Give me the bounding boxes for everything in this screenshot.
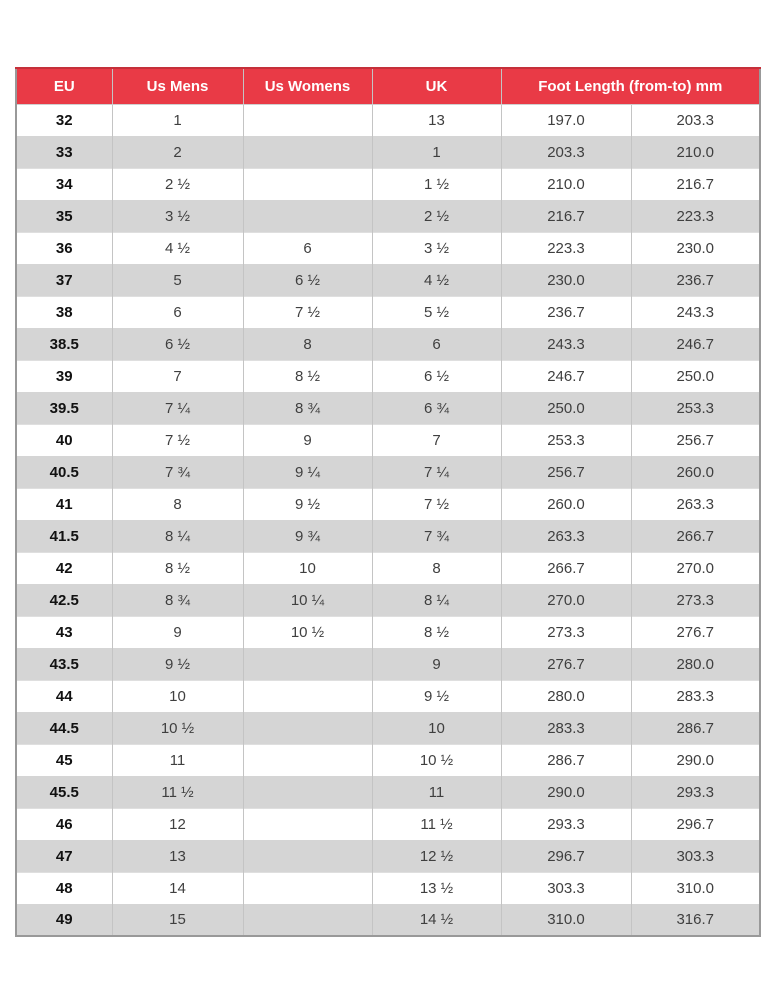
table-cell: 3 ½ [112, 200, 243, 232]
table-cell: 283.3 [501, 712, 631, 744]
size-conversion-table [15, 67, 761, 937]
eu-size-cell: 42.5 [16, 584, 112, 616]
table-cell: 273.3 [501, 616, 631, 648]
table-cell: 223.3 [501, 232, 631, 264]
eu-size-cell: 43 [16, 616, 112, 648]
table-cell [243, 648, 372, 680]
table-cell: 14 ½ [372, 904, 501, 936]
eu-size-cell: 49 [16, 904, 112, 936]
table-cell: 7 [112, 360, 243, 392]
table-cell: 316.7 [631, 904, 760, 936]
table-cell: 8 ½ [112, 552, 243, 584]
table-row [16, 264, 760, 296]
table-cell: 2 [112, 136, 243, 168]
table-cell: 310.0 [501, 904, 631, 936]
table-cell: 276.7 [501, 648, 631, 680]
table-cell: 6 ½ [112, 328, 243, 360]
table-cell [243, 808, 372, 840]
table-row [16, 520, 760, 552]
table-row [16, 776, 760, 808]
table-cell: 2 ½ [112, 168, 243, 200]
table-cell [243, 136, 372, 168]
table-cell: 203.3 [631, 104, 760, 136]
table-cell: 13 ½ [372, 872, 501, 904]
column-header-us-womens: Us Womens [243, 68, 372, 104]
table-cell [243, 872, 372, 904]
table-cell: 12 [112, 808, 243, 840]
table-cell: 210.0 [501, 168, 631, 200]
table-cell: 6 [112, 296, 243, 328]
table-cell: 13 [112, 840, 243, 872]
table-cell: 11 [372, 776, 501, 808]
table-cell: 9 [112, 616, 243, 648]
table-row [16, 648, 760, 680]
eu-size-cell: 33 [16, 136, 112, 168]
eu-size-cell: 41.5 [16, 520, 112, 552]
table-cell [243, 840, 372, 872]
table-row [16, 840, 760, 872]
table-cell: 3 ½ [372, 232, 501, 264]
table-cell: 286.7 [631, 712, 760, 744]
table-cell: 9 ½ [372, 680, 501, 712]
table-cell: 4 ½ [372, 264, 501, 296]
table-cell: 280.0 [631, 648, 760, 680]
table-cell: 7 ½ [372, 488, 501, 520]
table-cell: 6 [372, 328, 501, 360]
table-cell: 8 [112, 488, 243, 520]
table-row [16, 584, 760, 616]
table-row [16, 872, 760, 904]
table-cell: 6 [243, 232, 372, 264]
table-cell: 6 ½ [372, 360, 501, 392]
table-cell [243, 200, 372, 232]
table-cell [243, 168, 372, 200]
eu-size-cell: 38 [16, 296, 112, 328]
table-cell: 303.3 [631, 840, 760, 872]
table-cell: 8 ½ [372, 616, 501, 648]
eu-size-cell: 47 [16, 840, 112, 872]
table-cell: 253.3 [631, 392, 760, 424]
table-cell: 10 [243, 552, 372, 584]
table-cell: 11 ½ [112, 776, 243, 808]
table-row [16, 712, 760, 744]
table-cell [243, 904, 372, 936]
table-cell: 293.3 [501, 808, 631, 840]
table-row [16, 616, 760, 648]
table-cell: 210.0 [631, 136, 760, 168]
table-row [16, 744, 760, 776]
table-cell: 9 ½ [112, 648, 243, 680]
table-cell: 243.3 [501, 328, 631, 360]
table-cell: 9 ¾ [243, 520, 372, 552]
table-cell: 296.7 [631, 808, 760, 840]
table-row [16, 168, 760, 200]
table-cell: 8 ¼ [112, 520, 243, 552]
table-cell: 290.0 [501, 776, 631, 808]
table-cell: 266.7 [501, 552, 631, 584]
table-cell: 6 ¾ [372, 392, 501, 424]
table-cell: 10 [372, 712, 501, 744]
table-cell: 270.0 [501, 584, 631, 616]
table-cell: 8 ¾ [112, 584, 243, 616]
table-row [16, 392, 760, 424]
table-cell: 223.3 [631, 200, 760, 232]
table-row [16, 232, 760, 264]
table-row [16, 200, 760, 232]
table-cell: 293.3 [631, 776, 760, 808]
table-cell: 303.3 [501, 872, 631, 904]
table-cell [243, 104, 372, 136]
column-header-uk: UK [372, 68, 501, 104]
table-row [16, 904, 760, 936]
eu-size-cell: 44 [16, 680, 112, 712]
table-cell: 216.7 [501, 200, 631, 232]
table-cell: 9 [372, 648, 501, 680]
table-cell: 5 ½ [372, 296, 501, 328]
table-row [16, 488, 760, 520]
table-cell: 263.3 [501, 520, 631, 552]
table-cell: 286.7 [501, 744, 631, 776]
table-cell: 230.0 [631, 232, 760, 264]
table-cell: 7 ½ [112, 424, 243, 456]
table-cell: 12 ½ [372, 840, 501, 872]
table-cell: 9 ¼ [243, 456, 372, 488]
table-row [16, 680, 760, 712]
table-cell: 7 ¼ [372, 456, 501, 488]
column-header-us-mens: Us Mens [112, 68, 243, 104]
table-cell: 250.0 [501, 392, 631, 424]
table-cell: 260.0 [631, 456, 760, 488]
eu-size-cell: 48 [16, 872, 112, 904]
table-row [16, 808, 760, 840]
eu-size-cell: 42 [16, 552, 112, 584]
table-cell: 9 ½ [243, 488, 372, 520]
table-cell: 236.7 [501, 296, 631, 328]
table-cell: 253.3 [501, 424, 631, 456]
table-row [16, 328, 760, 360]
table-cell: 216.7 [631, 168, 760, 200]
table-cell: 5 [112, 264, 243, 296]
eu-size-cell: 44.5 [16, 712, 112, 744]
table-cell: 7 ¾ [112, 456, 243, 488]
eu-size-cell: 45 [16, 744, 112, 776]
eu-size-cell: 32 [16, 104, 112, 136]
table-cell: 8 ¾ [243, 392, 372, 424]
eu-size-cell: 40 [16, 424, 112, 456]
table-cell [243, 744, 372, 776]
table-cell: 256.7 [501, 456, 631, 488]
table-cell: 10 ½ [243, 616, 372, 648]
table-cell: 230.0 [501, 264, 631, 296]
table-cell: 236.7 [631, 264, 760, 296]
table-cell: 197.0 [501, 104, 631, 136]
table-cell: 273.3 [631, 584, 760, 616]
table-cell: 11 ½ [372, 808, 501, 840]
column-header-foot-length-from-to-mm: Foot Length (from-to) mm [501, 68, 760, 104]
table-cell: 263.3 [631, 488, 760, 520]
table-cell: 276.7 [631, 616, 760, 648]
table-row [16, 296, 760, 328]
table-cell: 246.7 [501, 360, 631, 392]
column-header-eu: EU [16, 68, 112, 104]
table-cell: 250.0 [631, 360, 760, 392]
eu-size-cell: 38.5 [16, 328, 112, 360]
table-cell: 11 [112, 744, 243, 776]
table-cell: 13 [372, 104, 501, 136]
table-cell: 8 ¼ [372, 584, 501, 616]
table-cell: 1 [112, 104, 243, 136]
table-cell: 10 ¼ [243, 584, 372, 616]
table-cell: 10 ½ [372, 744, 501, 776]
table-cell: 246.7 [631, 328, 760, 360]
eu-size-cell: 39.5 [16, 392, 112, 424]
table-cell: 2 ½ [372, 200, 501, 232]
header-row [16, 68, 760, 104]
eu-size-cell: 40.5 [16, 456, 112, 488]
table-cell: 7 ½ [243, 296, 372, 328]
table-row [16, 360, 760, 392]
table-cell: 270.0 [631, 552, 760, 584]
table-cell: 283.3 [631, 680, 760, 712]
table-row [16, 456, 760, 488]
table-cell: 7 [372, 424, 501, 456]
table-cell: 10 ½ [112, 712, 243, 744]
table-cell: 9 [243, 424, 372, 456]
table-cell: 256.7 [631, 424, 760, 456]
table-cell: 280.0 [501, 680, 631, 712]
table-cell: 1 ½ [372, 168, 501, 200]
eu-size-cell: 34 [16, 168, 112, 200]
table-row [16, 552, 760, 584]
table-cell [243, 776, 372, 808]
table-cell: 14 [112, 872, 243, 904]
table-cell [243, 680, 372, 712]
table-cell: 6 ½ [243, 264, 372, 296]
table-cell: 4 ½ [112, 232, 243, 264]
table-cell: 290.0 [631, 744, 760, 776]
eu-size-cell: 35 [16, 200, 112, 232]
eu-size-cell: 46 [16, 808, 112, 840]
table-cell: 10 [112, 680, 243, 712]
table-header [16, 68, 760, 104]
table-cell: 7 ¾ [372, 520, 501, 552]
table-cell: 8 ½ [243, 360, 372, 392]
table-cell: 260.0 [501, 488, 631, 520]
table-cell: 296.7 [501, 840, 631, 872]
table-body [16, 104, 760, 936]
table-row [16, 136, 760, 168]
eu-size-cell: 43.5 [16, 648, 112, 680]
table-cell: 266.7 [631, 520, 760, 552]
table-row [16, 424, 760, 456]
table-cell: 15 [112, 904, 243, 936]
table-cell: 7 ¼ [112, 392, 243, 424]
table-cell: 243.3 [631, 296, 760, 328]
table-cell [243, 712, 372, 744]
eu-size-cell: 39 [16, 360, 112, 392]
table-cell: 1 [372, 136, 501, 168]
table-row [16, 104, 760, 136]
eu-size-cell: 45.5 [16, 776, 112, 808]
table-cell: 8 [243, 328, 372, 360]
table-cell: 8 [372, 552, 501, 584]
table-cell: 310.0 [631, 872, 760, 904]
eu-size-cell: 36 [16, 232, 112, 264]
eu-size-cell: 37 [16, 264, 112, 296]
table-cell: 203.3 [501, 136, 631, 168]
eu-size-cell: 41 [16, 488, 112, 520]
